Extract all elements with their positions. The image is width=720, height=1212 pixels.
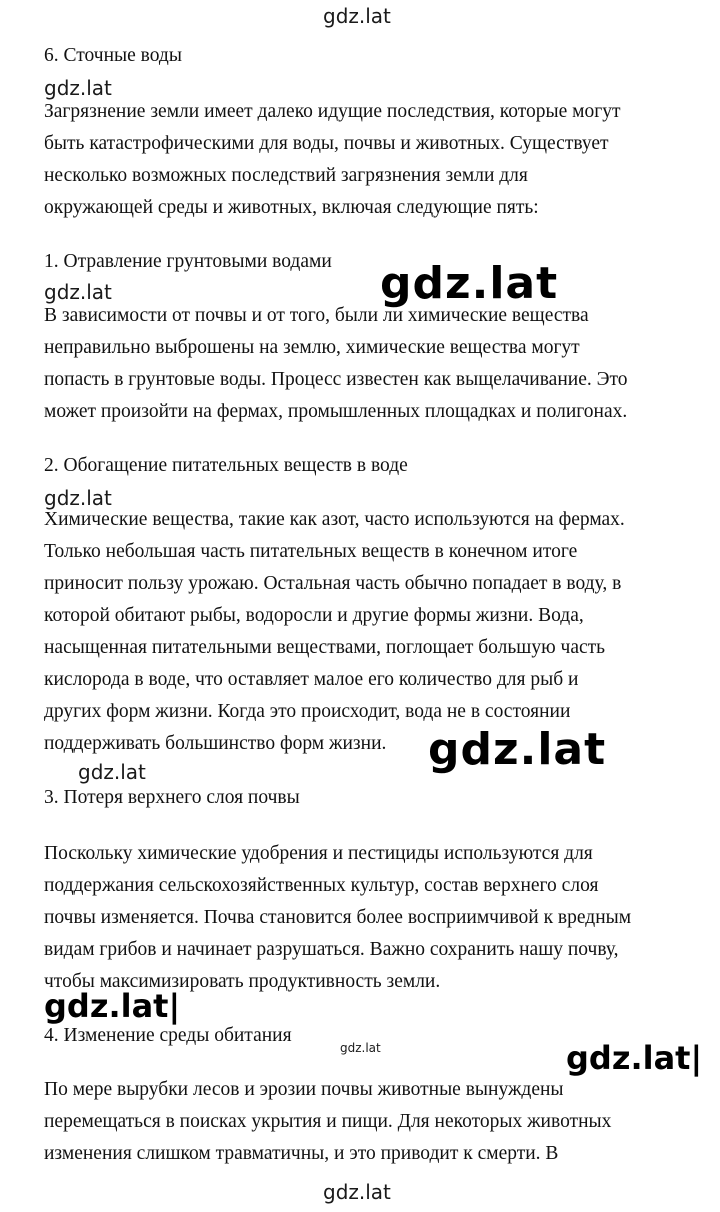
- watermark-top: gdz.lat: [323, 4, 391, 28]
- heading-section-6: 6. Сточные воды: [44, 45, 182, 66]
- intro-line: несколько возможных последствий загрязнения земли для: [44, 165, 528, 186]
- heading-section-3: 3. Потеря верхнего слоя почвы: [44, 787, 300, 808]
- para-2-line: которой обитают рыбы, водоросли и другие формы жизни. Вода,: [44, 605, 584, 626]
- heading-section-2: 2. Обогащение питательных веществ в воде: [44, 455, 408, 476]
- watermark-bottom: gdz.lat: [323, 1180, 391, 1204]
- para-1-line: неправильно выброшены на землю, химические вещества могут: [44, 337, 580, 358]
- watermark-tiny: gdz.lat: [340, 1041, 381, 1055]
- heading-section-4: 4. Изменение среды обитания: [44, 1025, 292, 1046]
- para-2-line: других форм жизни. Когда это происходит, вода не в состоянии: [44, 701, 571, 722]
- para-2-line: насыщенная питательными веществами, поглощает большую часть: [44, 637, 606, 658]
- para-4-line: перемещаться в поисках укрытия и пищи. Для некоторых животных: [44, 1111, 612, 1132]
- intro-line: окружающей среды и животных, включая следующие пять:: [44, 197, 539, 218]
- para-4-line: изменения слишком травматичны, и это приводит к смерти. В: [44, 1143, 559, 1164]
- para-3-line: видам грибов и начинает разрушаться. Важно сохранить нашу почву,: [44, 939, 619, 960]
- para-2-line: кислорода в воде, что оставляет малое его количество для рыб и: [44, 669, 579, 690]
- watermark-small: gdz.lat: [44, 280, 112, 304]
- watermark-medium: gdz.lat|: [566, 1039, 703, 1077]
- para-1-line: попасть в грунтовые воды. Процесс известен как выщелачивание. Это: [44, 369, 628, 390]
- para-1-line: В зависимости от почвы и от того, были ли химические вещества: [44, 305, 589, 326]
- intro-line: Загрязнение земли имеет далеко идущие последствия, которые могут: [44, 101, 621, 122]
- watermark-small: gdz.lat: [44, 76, 112, 100]
- heading-section-1: 1. Отравление грунтовыми водами: [44, 251, 332, 272]
- para-3-line: Поскольку химические удобрения и пестициды используются для: [44, 843, 593, 864]
- para-1-line: может произойти на фермах, промышленных площадках и полигонах.: [44, 401, 628, 422]
- para-2-line: приносит пользу урожаю. Остальная часть обычно попадает в воду, в: [44, 573, 622, 594]
- para-2-line: поддерживать большинство форм жизни.: [44, 733, 387, 754]
- para-2-line: Химические вещества, такие как азот, часто используются на фермах.: [44, 509, 625, 530]
- para-2-line: Только небольшая часть питательных веществ в конечном итоге: [44, 541, 578, 562]
- para-4-line: По мере вырубки лесов и эрозии почвы животные вынуждены: [44, 1079, 564, 1100]
- para-3-line: поддержания сельскохозяйственных культур, состав верхнего слоя: [44, 875, 599, 896]
- watermark-small: gdz.lat: [44, 486, 112, 510]
- watermark-small: gdz.lat: [78, 760, 146, 784]
- intro-line: быть катастрофическими для воды, почвы и животных. Существует: [44, 133, 609, 154]
- watermark-medium: gdz.lat|: [44, 987, 181, 1025]
- para-3-line: почвы изменяется. Почва становится более восприимчивой к вредным: [44, 907, 632, 928]
- para-3-line: чтобы максимизировать продуктивность земли.: [44, 971, 441, 992]
- watermark-large: gdz.lat: [380, 258, 559, 309]
- watermark-large: gdz.lat: [428, 724, 607, 775]
